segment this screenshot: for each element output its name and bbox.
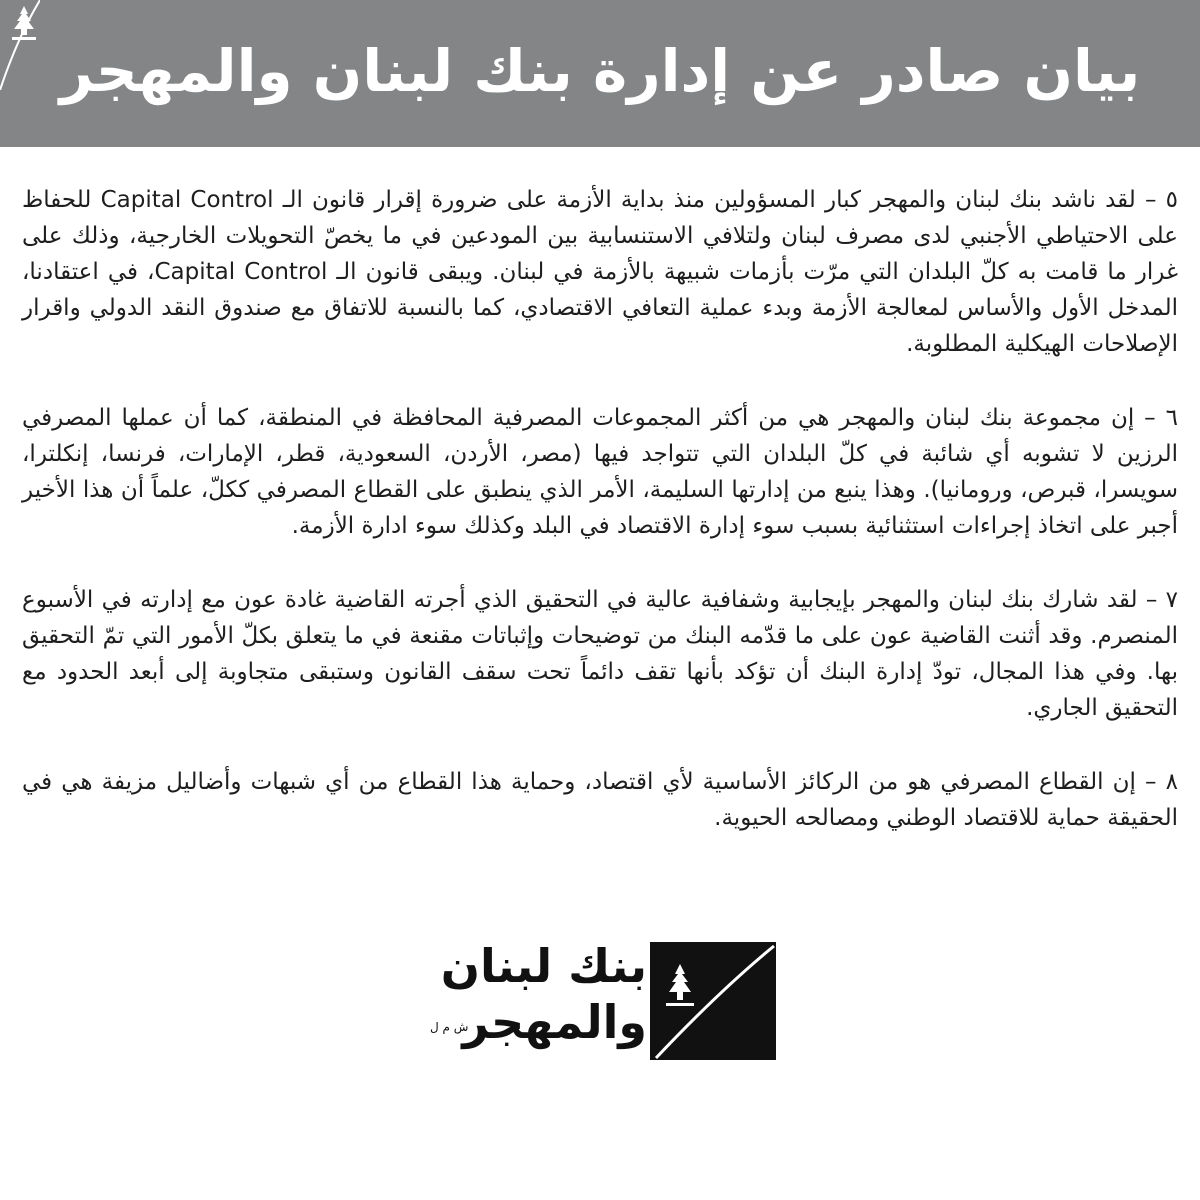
paragraph-text: ٧ – لقد شارك بنك لبنان والمهجر بإيجابية وشفافية عالية في التحقيق الذي أجرته القاضية غادة عون مع إدارته في الأسبوع المنصرم. وقد أثنت القاضية عون على ما قدّمه البنك من توضيحات وإثباتات مقنعة في ما يتعلق بكلّ الأمور التي تمّ التحقيق بها. وفي هذا المجال، تودّ إدارة البنك أن تؤكد بأنها تقف دائماً تحت سقف القانون وستبقى متجاوبة إلى أبعد الحدود مع التحقيق الجاري. bbox=[22, 587, 1178, 721]
logo-name-line2: والمهجر bbox=[462, 995, 647, 1049]
paragraph-8 bbox=[22, 764, 1178, 836]
statement-body bbox=[22, 182, 1178, 874]
paragraph-5 bbox=[22, 182, 1178, 362]
logo-suffix: ش م ل bbox=[430, 1020, 469, 1034]
bank-logo bbox=[430, 930, 775, 1060]
header-banner bbox=[0, 0, 1200, 147]
paragraph-text: ٦ – إن مجموعة بنك لبنان والمهجر هي من أكثر المجموعات المصرفية المحافظة في المنطقة، كما أن عملها المصرفي الرزين لا تشوبه أي شائبة في كلّ البلدان التي تتواجد فيها (مصر، الأردن، السعودية، قطر، الإمارات، فرنسا، إنكلترا، سويسرا، قبرص، ورومانيا). وهذا ينبع من إدارتها السليمة، الأمر الذي ينطبق على القطاع المصرفي ككلّ، علماً أن هذا الأخير أجبر على اتخاذ إجراءات استثنائية بسبب سوء إدارة الاقتصاد في البلد وكذلك سوء ادارة الأزمة. bbox=[22, 405, 1178, 539]
paragraph-text: ٨ – إن القطاع المصرفي هو من الركائز الأساسية لأي اقتصاد، وحماية هذا القطاع من أي شبهات وأضاليل مزيفة هي في الحقيقة حماية للاقتصاد الوطني ومصالحه الحيوية. bbox=[22, 769, 1178, 831]
cedar-logo-icon bbox=[650, 942, 776, 1060]
logo-name-line1: بنك لبنان bbox=[440, 939, 647, 993]
page-title: بيان صادر عن إدارة بنك لبنان والمهجر bbox=[59, 37, 1141, 105]
paragraph-6 bbox=[22, 400, 1178, 544]
paragraph-text: ٥ – لقد ناشد بنك لبنان والمهجر كبار المسؤولين منذ بداية الأزمة على ضرورة إقرار قانون الـ Capital Control للحفاظ على الاحتياطي الأجنبي لدى مصرف لبنان ولتلافي الاستنسابية بين المودعين في ما يخصّ التحويلات الخارجية، وذلك على غرار ما قامت به كلّ البلدان التي مرّت بأزمات شبيهة بالأزمة في لبنان. ويبقى قانون الـ Capital Control، في اعتقادنا، المدخل الأول والأساس لمعالجة الأزمة وبدء عملية التعافي الاقتصادي، كما بالنسبة للاتفاق مع صندوق النقد الدولي واقرار الإصلاحات الهيكلية المطلوبة. bbox=[22, 187, 1178, 357]
paragraph-7 bbox=[22, 582, 1178, 726]
